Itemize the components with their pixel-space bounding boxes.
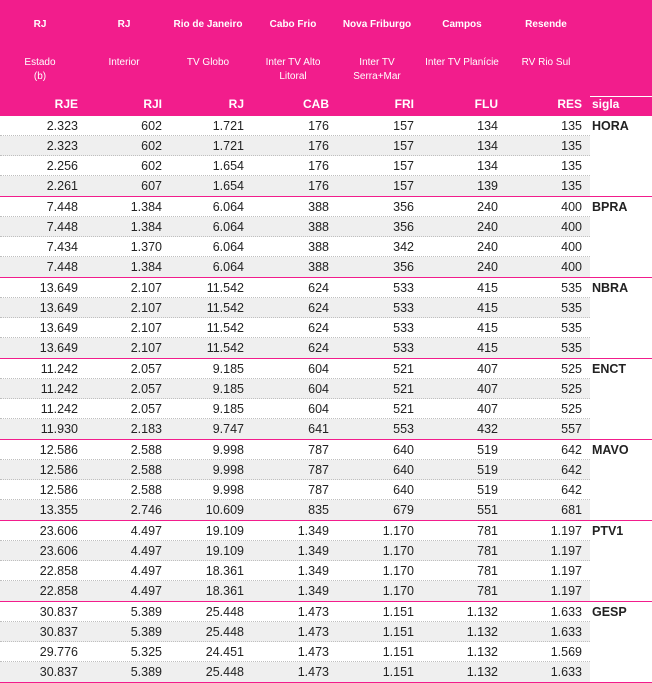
- table-cell: 1.633: [550, 605, 582, 619]
- table-cell: 781: [477, 524, 498, 538]
- table-cell: 1.633: [550, 665, 582, 679]
- header-code-col-3: RJ: [228, 97, 244, 111]
- table-cell: 533: [393, 281, 414, 295]
- table-cell: 2.323: [46, 119, 78, 133]
- table-cell: 640: [393, 483, 414, 497]
- table-cell: 624: [308, 281, 329, 295]
- table-cell: 551: [477, 503, 498, 517]
- table-cell: 624: [308, 301, 329, 315]
- table-cell: 342: [393, 240, 414, 254]
- table-cell: 1.151: [382, 665, 414, 679]
- table-cell: 22.858: [39, 564, 78, 578]
- table-cell: 1.170: [382, 564, 414, 578]
- table-cell: 533: [393, 341, 414, 355]
- header-channel-col-5: Inter TV Serra+Mar: [353, 57, 401, 82]
- table-row: [0, 156, 590, 176]
- table-cell: 787: [308, 483, 329, 497]
- table-cell: 602: [141, 119, 162, 133]
- table-cell: 1.197: [550, 524, 582, 538]
- table-cell: 525: [561, 382, 582, 396]
- table-cell: 240: [477, 200, 498, 214]
- header-company-col-2: RJ: [117, 19, 131, 30]
- table-cell: 604: [308, 382, 329, 396]
- header-code-col-7: RES: [557, 97, 582, 111]
- sigla-column-label: sigla: [592, 97, 620, 111]
- table-cell: 535: [561, 281, 582, 295]
- table-cell: 624: [308, 341, 329, 355]
- header-channel-col-1: Estado (b): [24, 57, 56, 82]
- table-cell: 641: [308, 422, 329, 436]
- table-cell: 13.649: [39, 321, 78, 335]
- table-cell: 604: [308, 402, 329, 416]
- table-cell: 240: [477, 240, 498, 254]
- table-cell: 11.542: [206, 301, 244, 315]
- table-cell: 1.151: [382, 625, 414, 639]
- table-cell: 11.930: [40, 422, 78, 436]
- table-row: [0, 602, 590, 622]
- table-cell: 1.349: [297, 544, 329, 558]
- table-cell: 2.057: [130, 362, 162, 376]
- sigla-cell: [590, 359, 652, 379]
- table-cell: 9.185: [212, 382, 244, 396]
- table-cell: 407: [477, 402, 498, 416]
- table-cell: 12.586: [39, 463, 78, 477]
- table-cell: 1.170: [382, 584, 414, 598]
- table-cell: 2.107: [130, 301, 162, 315]
- table-cell: 23.606: [39, 524, 78, 538]
- table-cell: 5.389: [130, 625, 162, 639]
- table-row: [0, 500, 590, 520]
- table-cell: 5.389: [130, 665, 162, 679]
- table-row: [0, 338, 590, 358]
- table-cell: 18.361: [205, 564, 244, 578]
- table-cell: 9.747: [212, 422, 244, 436]
- table-cell: 356: [393, 260, 414, 274]
- table-row: [0, 136, 590, 156]
- header-code-col-2: RJI: [143, 97, 162, 111]
- table-cell: 679: [393, 503, 414, 517]
- table-cell: 681: [561, 503, 582, 517]
- table-cell: 2.261: [46, 179, 78, 193]
- table-cell: 781: [477, 564, 498, 578]
- table-cell: 1.349: [297, 584, 329, 598]
- table-cell: 415: [477, 281, 498, 295]
- sigla-cell: [590, 116, 652, 136]
- table-cell: 640: [393, 443, 414, 457]
- table-cell: 157: [393, 119, 414, 133]
- table-cell: 11.242: [40, 402, 78, 416]
- header-company-col-5: Nova Friburgo: [342, 19, 412, 30]
- header-channel-col-2: Interior: [108, 57, 140, 68]
- table-cell: 2.588: [130, 483, 162, 497]
- table-cell: 1.473: [297, 645, 329, 659]
- table-row: [0, 197, 590, 217]
- table-cell: 1.370: [130, 240, 162, 254]
- table-cell: 415: [477, 321, 498, 335]
- sigla-label: PTV1: [592, 524, 624, 538]
- table-cell: 356: [393, 200, 414, 214]
- table-cell: 781: [477, 544, 498, 558]
- table-cell: 553: [393, 422, 414, 436]
- table-cell: 519: [477, 483, 498, 497]
- table-cell: 2.057: [130, 402, 162, 416]
- table-cell: 9.998: [212, 463, 244, 477]
- table-cell: 602: [141, 139, 162, 153]
- table-cell: 1.197: [550, 564, 582, 578]
- table-cell: 2.183: [130, 422, 162, 436]
- table-cell: 1.170: [382, 544, 414, 558]
- table-cell: 787: [308, 443, 329, 457]
- table-cell: 13.355: [39, 503, 78, 517]
- table-cell: 13.649: [39, 301, 78, 315]
- table-cell: 1.473: [297, 665, 329, 679]
- header-code-col-6: FLU: [474, 97, 498, 111]
- table-cell: 2.256: [46, 159, 78, 173]
- header-company-col-6: Campos: [442, 19, 482, 30]
- table-cell: 6.064: [212, 260, 244, 274]
- header-company-col-3: Rio de Janeiro: [173, 19, 243, 30]
- table-cell: 2.057: [130, 382, 162, 396]
- table-cell: 525: [561, 402, 582, 416]
- table-cell: 521: [393, 362, 414, 376]
- header-channel-col-3: TV Globo: [186, 57, 230, 68]
- table-cell: 19.109: [205, 524, 244, 538]
- table-cell: 2.107: [130, 321, 162, 335]
- table-cell: 1.654: [212, 179, 244, 193]
- table-cell: 134: [477, 139, 498, 153]
- table-cell: 432: [477, 422, 498, 436]
- table-row: [0, 622, 590, 642]
- header-code-col-1: RJE: [54, 97, 78, 111]
- table-cell: 787: [308, 463, 329, 477]
- table-cell: 9.185: [212, 362, 244, 376]
- table-row: [0, 419, 590, 439]
- header-company-col-4: Cabo Frio: [269, 19, 317, 30]
- table-cell: 2.107: [130, 341, 162, 355]
- table-row: [0, 399, 590, 419]
- table-cell: 1.721: [212, 139, 244, 153]
- table-cell: 11.242: [40, 382, 78, 396]
- header-channel-col-4: Inter TV Alto Litoral: [265, 57, 321, 82]
- table-cell: 400: [561, 260, 582, 274]
- table-cell: 533: [393, 301, 414, 315]
- table-cell: 356: [393, 220, 414, 234]
- table-cell: 407: [477, 362, 498, 376]
- sigla-label: BPRA: [592, 200, 628, 214]
- table-cell: 1.132: [466, 625, 498, 639]
- table-cell: 9.998: [212, 443, 244, 457]
- sigla-label: ENCT: [592, 362, 627, 376]
- table-cell: 1.473: [297, 605, 329, 619]
- table-row: [0, 480, 590, 500]
- table-cell: 607: [141, 179, 162, 193]
- table-cell: 535: [561, 321, 582, 335]
- table-cell: 1.151: [382, 645, 414, 659]
- table-cell: 135: [561, 159, 582, 173]
- table-cell: 1.349: [297, 564, 329, 578]
- sigla-label: MAVO: [592, 443, 629, 457]
- table-cell: 521: [393, 382, 414, 396]
- table-cell: 2.746: [130, 503, 162, 517]
- table-cell: 25.448: [205, 605, 244, 619]
- table-cell: 557: [561, 422, 582, 436]
- table-cell: 240: [477, 260, 498, 274]
- table-cell: 4.497: [130, 544, 162, 558]
- table-cell: 1.654: [212, 159, 244, 173]
- sigla-label: GESP: [592, 605, 627, 619]
- table-cell: 388: [308, 240, 329, 254]
- table-cell: 388: [308, 260, 329, 274]
- table-cell: 1.197: [550, 584, 582, 598]
- table-cell: 535: [561, 341, 582, 355]
- table-cell: 12.586: [39, 483, 78, 497]
- table-cell: 535: [561, 301, 582, 315]
- table-cell: 400: [561, 220, 582, 234]
- table-row: [0, 278, 590, 298]
- table-cell: 835: [308, 503, 329, 517]
- header-code-col-5: FRI: [394, 97, 414, 111]
- table-row: [0, 257, 590, 277]
- sigla-cell: [590, 521, 652, 541]
- table-cell: 781: [477, 584, 498, 598]
- sigla-cell: [590, 197, 652, 217]
- sigla-label: HORA: [592, 119, 629, 133]
- table-cell: 4.497: [130, 564, 162, 578]
- table-row: [0, 176, 590, 196]
- table-row: [0, 440, 590, 460]
- table-cell: 642: [561, 483, 582, 497]
- table-cell: 11.542: [206, 321, 244, 335]
- table-cell: 30.837: [39, 605, 78, 619]
- table-cell: 388: [308, 220, 329, 234]
- header-code-col-4: CAB: [303, 97, 329, 111]
- table-row: [0, 318, 590, 338]
- table-cell: 5.325: [130, 645, 162, 659]
- table-cell: 604: [308, 362, 329, 376]
- table-row: [0, 581, 590, 601]
- table-cell: 1.384: [130, 220, 162, 234]
- table-cell: 1.151: [382, 605, 414, 619]
- table-row: [0, 541, 590, 561]
- table-cell: 30.837: [39, 625, 78, 639]
- table-row: [0, 359, 590, 379]
- table-cell: 7.434: [46, 240, 78, 254]
- table-cell: 176: [308, 139, 329, 153]
- sigla-cell: [590, 602, 652, 622]
- table-cell: 400: [561, 200, 582, 214]
- table-cell: 2.588: [130, 443, 162, 457]
- table-cell: 134: [477, 119, 498, 133]
- table-cell: 135: [561, 179, 582, 193]
- table-cell: 13.649: [39, 281, 78, 295]
- table-cell: 519: [477, 443, 498, 457]
- table-cell: 157: [393, 159, 414, 173]
- table-cell: 4.497: [130, 584, 162, 598]
- table-cell: 2.107: [130, 281, 162, 295]
- table-cell: 176: [308, 159, 329, 173]
- table-cell: 602: [141, 159, 162, 173]
- table-cell: 6.064: [212, 240, 244, 254]
- table-row: [0, 217, 590, 237]
- table-row: [0, 298, 590, 318]
- sigla-label: NBRA: [592, 281, 629, 295]
- table-cell: 25.448: [205, 665, 244, 679]
- table-cell: 7.448: [46, 260, 78, 274]
- table-cell: 2.323: [46, 139, 78, 153]
- table-cell: 25.448: [205, 625, 244, 639]
- table-cell: 6.064: [212, 200, 244, 214]
- header-company-col-7: Resende: [525, 19, 567, 30]
- table-cell: 18.361: [205, 584, 244, 598]
- table-row: [0, 561, 590, 581]
- table-row: [0, 662, 590, 682]
- table-cell: 135: [561, 139, 582, 153]
- table-cell: 12.586: [39, 443, 78, 457]
- table-row: [0, 521, 590, 541]
- table-cell: 176: [308, 179, 329, 193]
- table-cell: 6.064: [212, 220, 244, 234]
- table-cell: 400: [561, 240, 582, 254]
- table-cell: 11.242: [40, 362, 78, 376]
- table-cell: 525: [561, 362, 582, 376]
- table-cell: 7.448: [46, 220, 78, 234]
- table-cell: 30.837: [39, 665, 78, 679]
- table-cell: 415: [477, 341, 498, 355]
- table-cell: 9.185: [212, 402, 244, 416]
- table-cell: 23.606: [39, 544, 78, 558]
- table-cell: 1.384: [130, 260, 162, 274]
- table-cell: 1.721: [212, 119, 244, 133]
- table-cell: 1.569: [550, 645, 582, 659]
- table-cell: 240: [477, 220, 498, 234]
- table-cell: 139: [477, 179, 498, 193]
- table-cell: 176: [308, 119, 329, 133]
- table-cell: 415: [477, 301, 498, 315]
- table-cell: 1.132: [466, 665, 498, 679]
- table-cell: 7.448: [46, 200, 78, 214]
- table-row: [0, 379, 590, 399]
- table-cell: 4.497: [130, 524, 162, 538]
- table-cell: 642: [561, 463, 582, 477]
- table-cell: 9.998: [212, 483, 244, 497]
- table-cell: 1.170: [382, 524, 414, 538]
- table-cell: 19.109: [205, 544, 244, 558]
- table-cell: 388: [308, 200, 329, 214]
- table-cell: 407: [477, 382, 498, 396]
- table-cell: 1.384: [130, 200, 162, 214]
- table-row: [0, 237, 590, 257]
- table-cell: 533: [393, 321, 414, 335]
- sigla-cell: [590, 278, 652, 298]
- table-cell: 519: [477, 463, 498, 477]
- table-cell: 1.473: [297, 625, 329, 639]
- table-cell: 157: [393, 179, 414, 193]
- table-cell: 134: [477, 159, 498, 173]
- table-cell: 1.132: [466, 645, 498, 659]
- table-cell: 157: [393, 139, 414, 153]
- table-cell: 1.132: [466, 605, 498, 619]
- table-cell: 22.858: [39, 584, 78, 598]
- table-cell: 1.633: [550, 625, 582, 639]
- table-cell: 11.542: [206, 341, 244, 355]
- table-cell: 521: [393, 402, 414, 416]
- table-cell: 13.649: [39, 341, 78, 355]
- table-cell: 135: [561, 119, 582, 133]
- table-cell: 24.451: [205, 645, 244, 659]
- table-cell: 1.197: [550, 544, 582, 558]
- table-row: [0, 116, 590, 136]
- sigla-cell: [590, 440, 652, 460]
- table-cell: 11.542: [206, 281, 244, 295]
- table-cell: 29.776: [39, 645, 78, 659]
- header-channel-col-7: RV Rio Sul: [521, 57, 571, 68]
- table-cell: 640: [393, 463, 414, 477]
- table-cell: 5.389: [130, 605, 162, 619]
- table-row: [0, 642, 590, 662]
- table-cell: 10.609: [205, 503, 244, 517]
- table-row: [0, 460, 590, 480]
- table-cell: 624: [308, 321, 329, 335]
- table-cell: 642: [561, 443, 582, 457]
- header-channel-col-6: Inter TV Planície: [425, 57, 499, 68]
- table-cell: 2.588: [130, 463, 162, 477]
- table-cell: 1.349: [297, 524, 329, 538]
- header-company-col-1: RJ: [33, 19, 47, 30]
